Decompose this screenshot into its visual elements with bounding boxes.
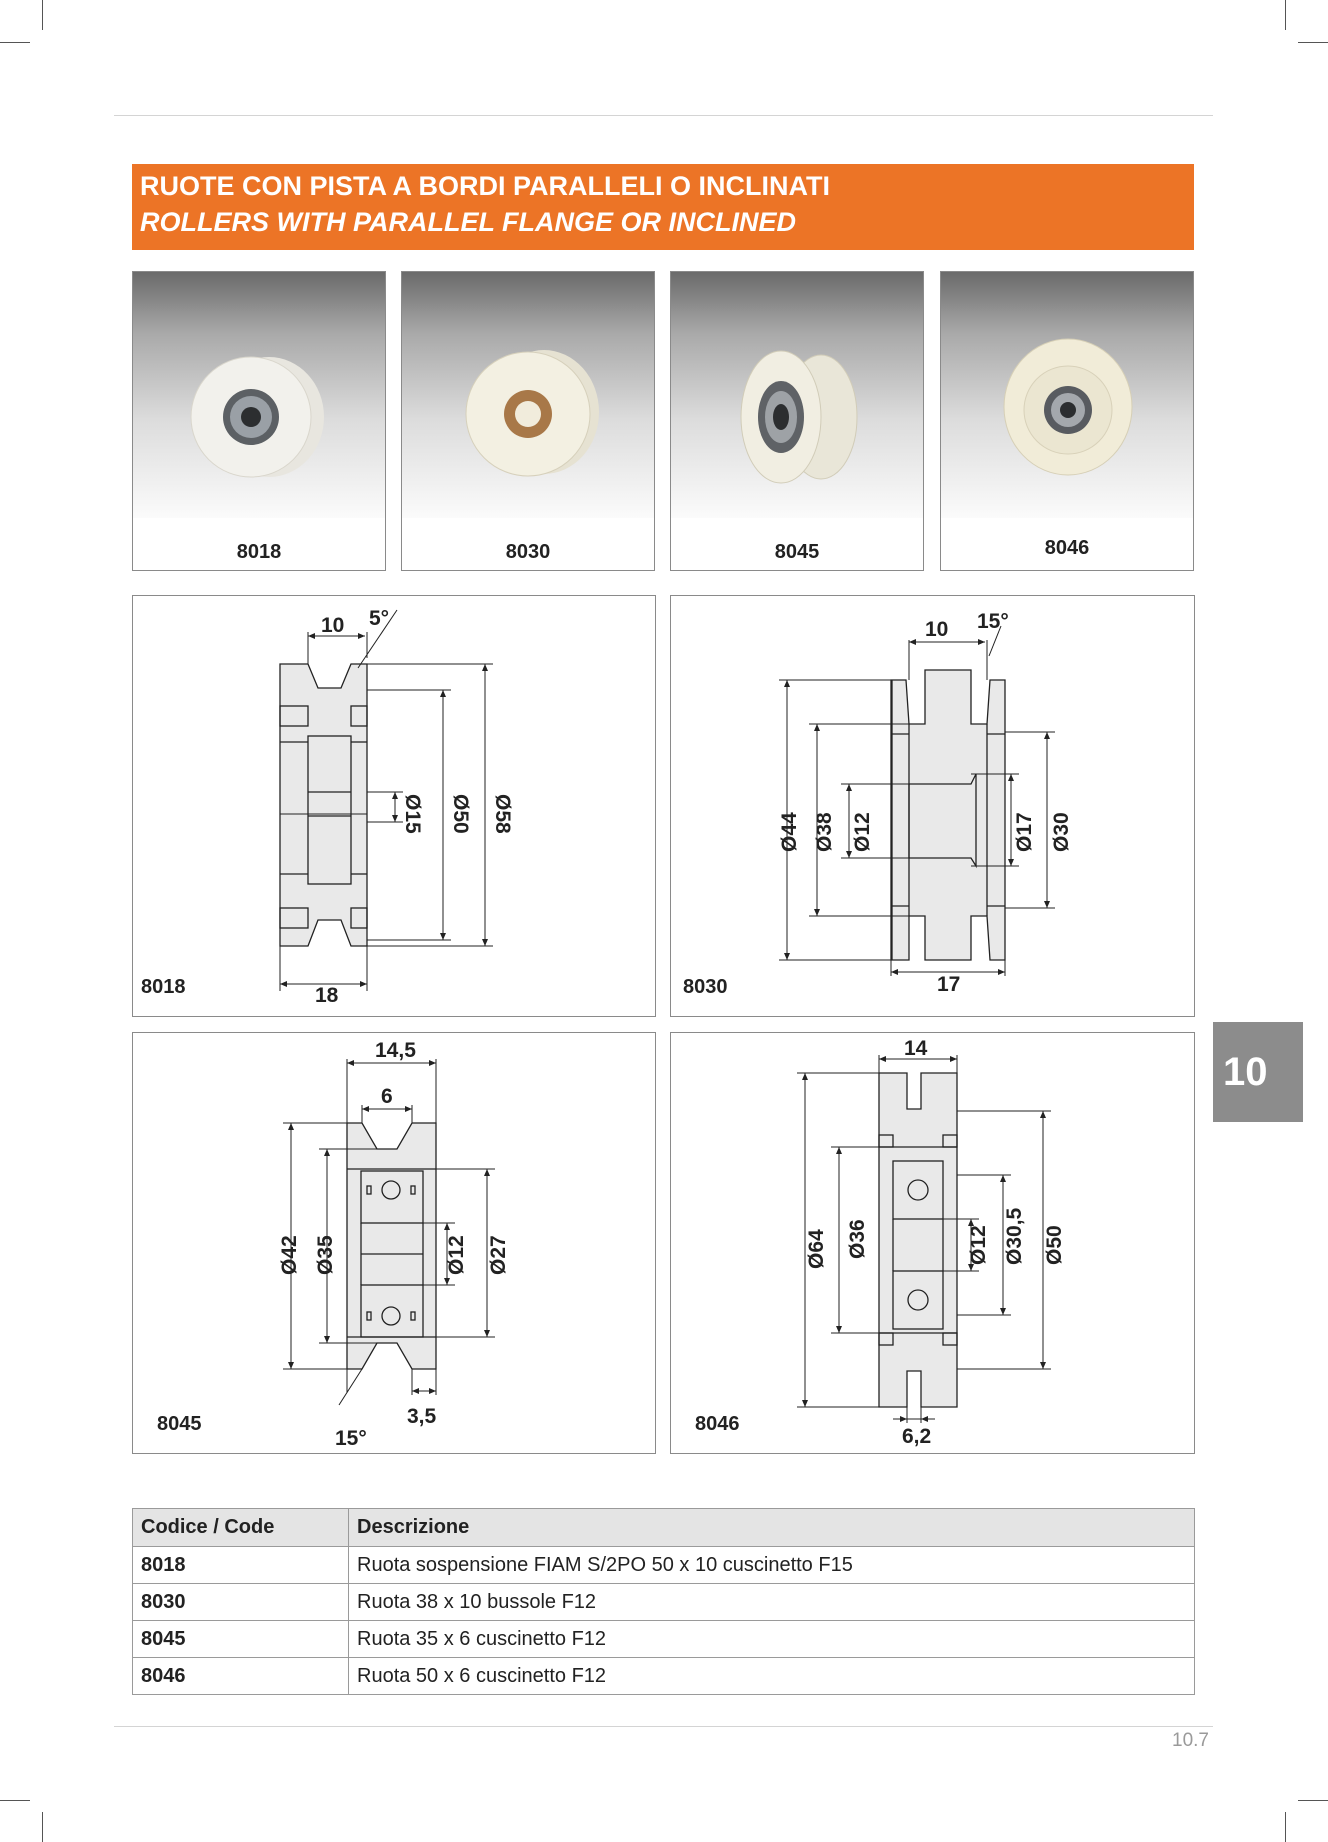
crop-mark xyxy=(1298,42,1328,43)
drawing-8045-lines xyxy=(133,1033,656,1454)
product-photo-8046 xyxy=(940,271,1194,571)
cell-description: Ruota 35 x 6 cuscinetto F12 xyxy=(349,1621,1195,1658)
crop-mark xyxy=(1298,1800,1328,1801)
photo-code: 8045 xyxy=(774,541,820,563)
technical-drawing-8046 xyxy=(670,1032,1195,1454)
cell-description: Ruota 38 x 10 bussole F12 xyxy=(349,1584,1195,1621)
cell-code: 8046 xyxy=(133,1658,349,1695)
cell-code: 8018 xyxy=(133,1547,349,1584)
product-photo-8018 xyxy=(132,271,386,571)
dim-d35: Ø35 xyxy=(314,1235,337,1275)
dim-d30: Ø30 xyxy=(1050,812,1073,852)
dim-d50: Ø50 xyxy=(449,794,472,834)
title-english: ROLLERS WITH PARALLEL FLANGE OR INCLINED xyxy=(140,207,796,237)
drawing-code: 8045 xyxy=(157,1413,202,1435)
dim-d58: Ø58 xyxy=(491,794,514,834)
dim-d15: Ø15 xyxy=(401,794,424,834)
dim-d38: Ø38 xyxy=(813,812,836,852)
product-photo-8045 xyxy=(670,271,924,571)
page-number: 10.7 xyxy=(1172,1730,1209,1751)
photo-code: 8018 xyxy=(236,541,282,563)
table-row xyxy=(133,1584,1195,1621)
title-italian: RUOTE CON PISTA A BORDI PARALLELI O INCLINATI xyxy=(140,171,830,201)
table-row xyxy=(133,1658,1195,1695)
top-rule xyxy=(114,115,1213,116)
drawing-8046-lines xyxy=(671,1033,1195,1454)
dim-d12: Ø12 xyxy=(967,1225,990,1265)
roller-wheel-image xyxy=(402,272,655,571)
dim-width-inner: 6 xyxy=(381,1085,393,1108)
roller-wheel-image xyxy=(671,272,924,571)
technical-drawing-8030 xyxy=(670,595,1195,1017)
product-photo-8030 xyxy=(401,271,655,571)
dim-d30-5: Ø30,5 xyxy=(1003,1207,1026,1265)
crop-mark xyxy=(42,1812,43,1842)
dim-d36: Ø36 xyxy=(846,1219,869,1259)
technical-drawing-8018 xyxy=(132,595,656,1017)
crop-mark xyxy=(1285,1812,1286,1842)
dim-angle: 15° xyxy=(335,1427,367,1450)
cell-description: Ruota 50 x 6 cuscinetto F12 xyxy=(349,1658,1195,1695)
table-header-row xyxy=(133,1509,1195,1547)
dim-width-top: 14 xyxy=(904,1037,928,1060)
photo-code: 8046 xyxy=(1044,537,1090,559)
dim-flange: 3,5 xyxy=(407,1405,437,1428)
dim-width-top: 10 xyxy=(321,614,345,637)
cell-code: 8030 xyxy=(133,1584,349,1621)
dim-width-top: 10 xyxy=(925,618,949,641)
drawing-code: 8030 xyxy=(683,976,728,998)
drawing-8018-lines xyxy=(133,596,656,1017)
roller-wheel-image xyxy=(133,272,386,571)
dim-width-bottom: 17 xyxy=(937,973,961,996)
technical-drawing-8045 xyxy=(132,1032,656,1454)
bottom-rule xyxy=(114,1726,1213,1727)
crop-mark xyxy=(1285,0,1286,30)
dim-width-bottom: 6,2 xyxy=(902,1425,932,1448)
column-header-description: Descrizione xyxy=(349,1509,1195,1547)
dim-d64: Ø64 xyxy=(805,1229,828,1269)
crop-mark xyxy=(0,42,30,43)
section-title xyxy=(132,164,1194,250)
table-row xyxy=(133,1621,1195,1658)
dim-width-bottom: 18 xyxy=(315,984,339,1007)
drawing-8030-lines xyxy=(671,596,1195,1017)
crop-mark xyxy=(42,0,43,30)
dim-d17: Ø17 xyxy=(1013,812,1036,852)
column-header-code: Codice / Code xyxy=(133,1509,349,1547)
crop-mark xyxy=(0,1800,30,1801)
dim-d42: Ø42 xyxy=(278,1235,301,1275)
dim-d12: Ø12 xyxy=(445,1235,468,1275)
dim-angle: 5° xyxy=(369,607,390,630)
roller-wheel-image xyxy=(941,272,1194,571)
dim-width-top: 14,5 xyxy=(375,1039,416,1062)
drawing-code: 8046 xyxy=(695,1413,740,1435)
chapter-tab: 10 xyxy=(1213,1022,1303,1122)
dim-d44: Ø44 xyxy=(778,812,801,852)
dim-d27: Ø27 xyxy=(487,1235,510,1275)
cell-code: 8045 xyxy=(133,1621,349,1658)
photo-code: 8030 xyxy=(505,541,551,563)
cell-description: Ruota sospensione FIAM S/2PO 50 x 10 cuscinetto F15 xyxy=(349,1547,1195,1584)
dim-angle: 15° xyxy=(977,610,1009,633)
product-table xyxy=(132,1508,1195,1695)
dim-d12: Ø12 xyxy=(851,812,874,852)
drawing-code: 8018 xyxy=(141,976,186,998)
table-row xyxy=(133,1547,1195,1584)
dim-d50: Ø50 xyxy=(1043,1225,1066,1265)
